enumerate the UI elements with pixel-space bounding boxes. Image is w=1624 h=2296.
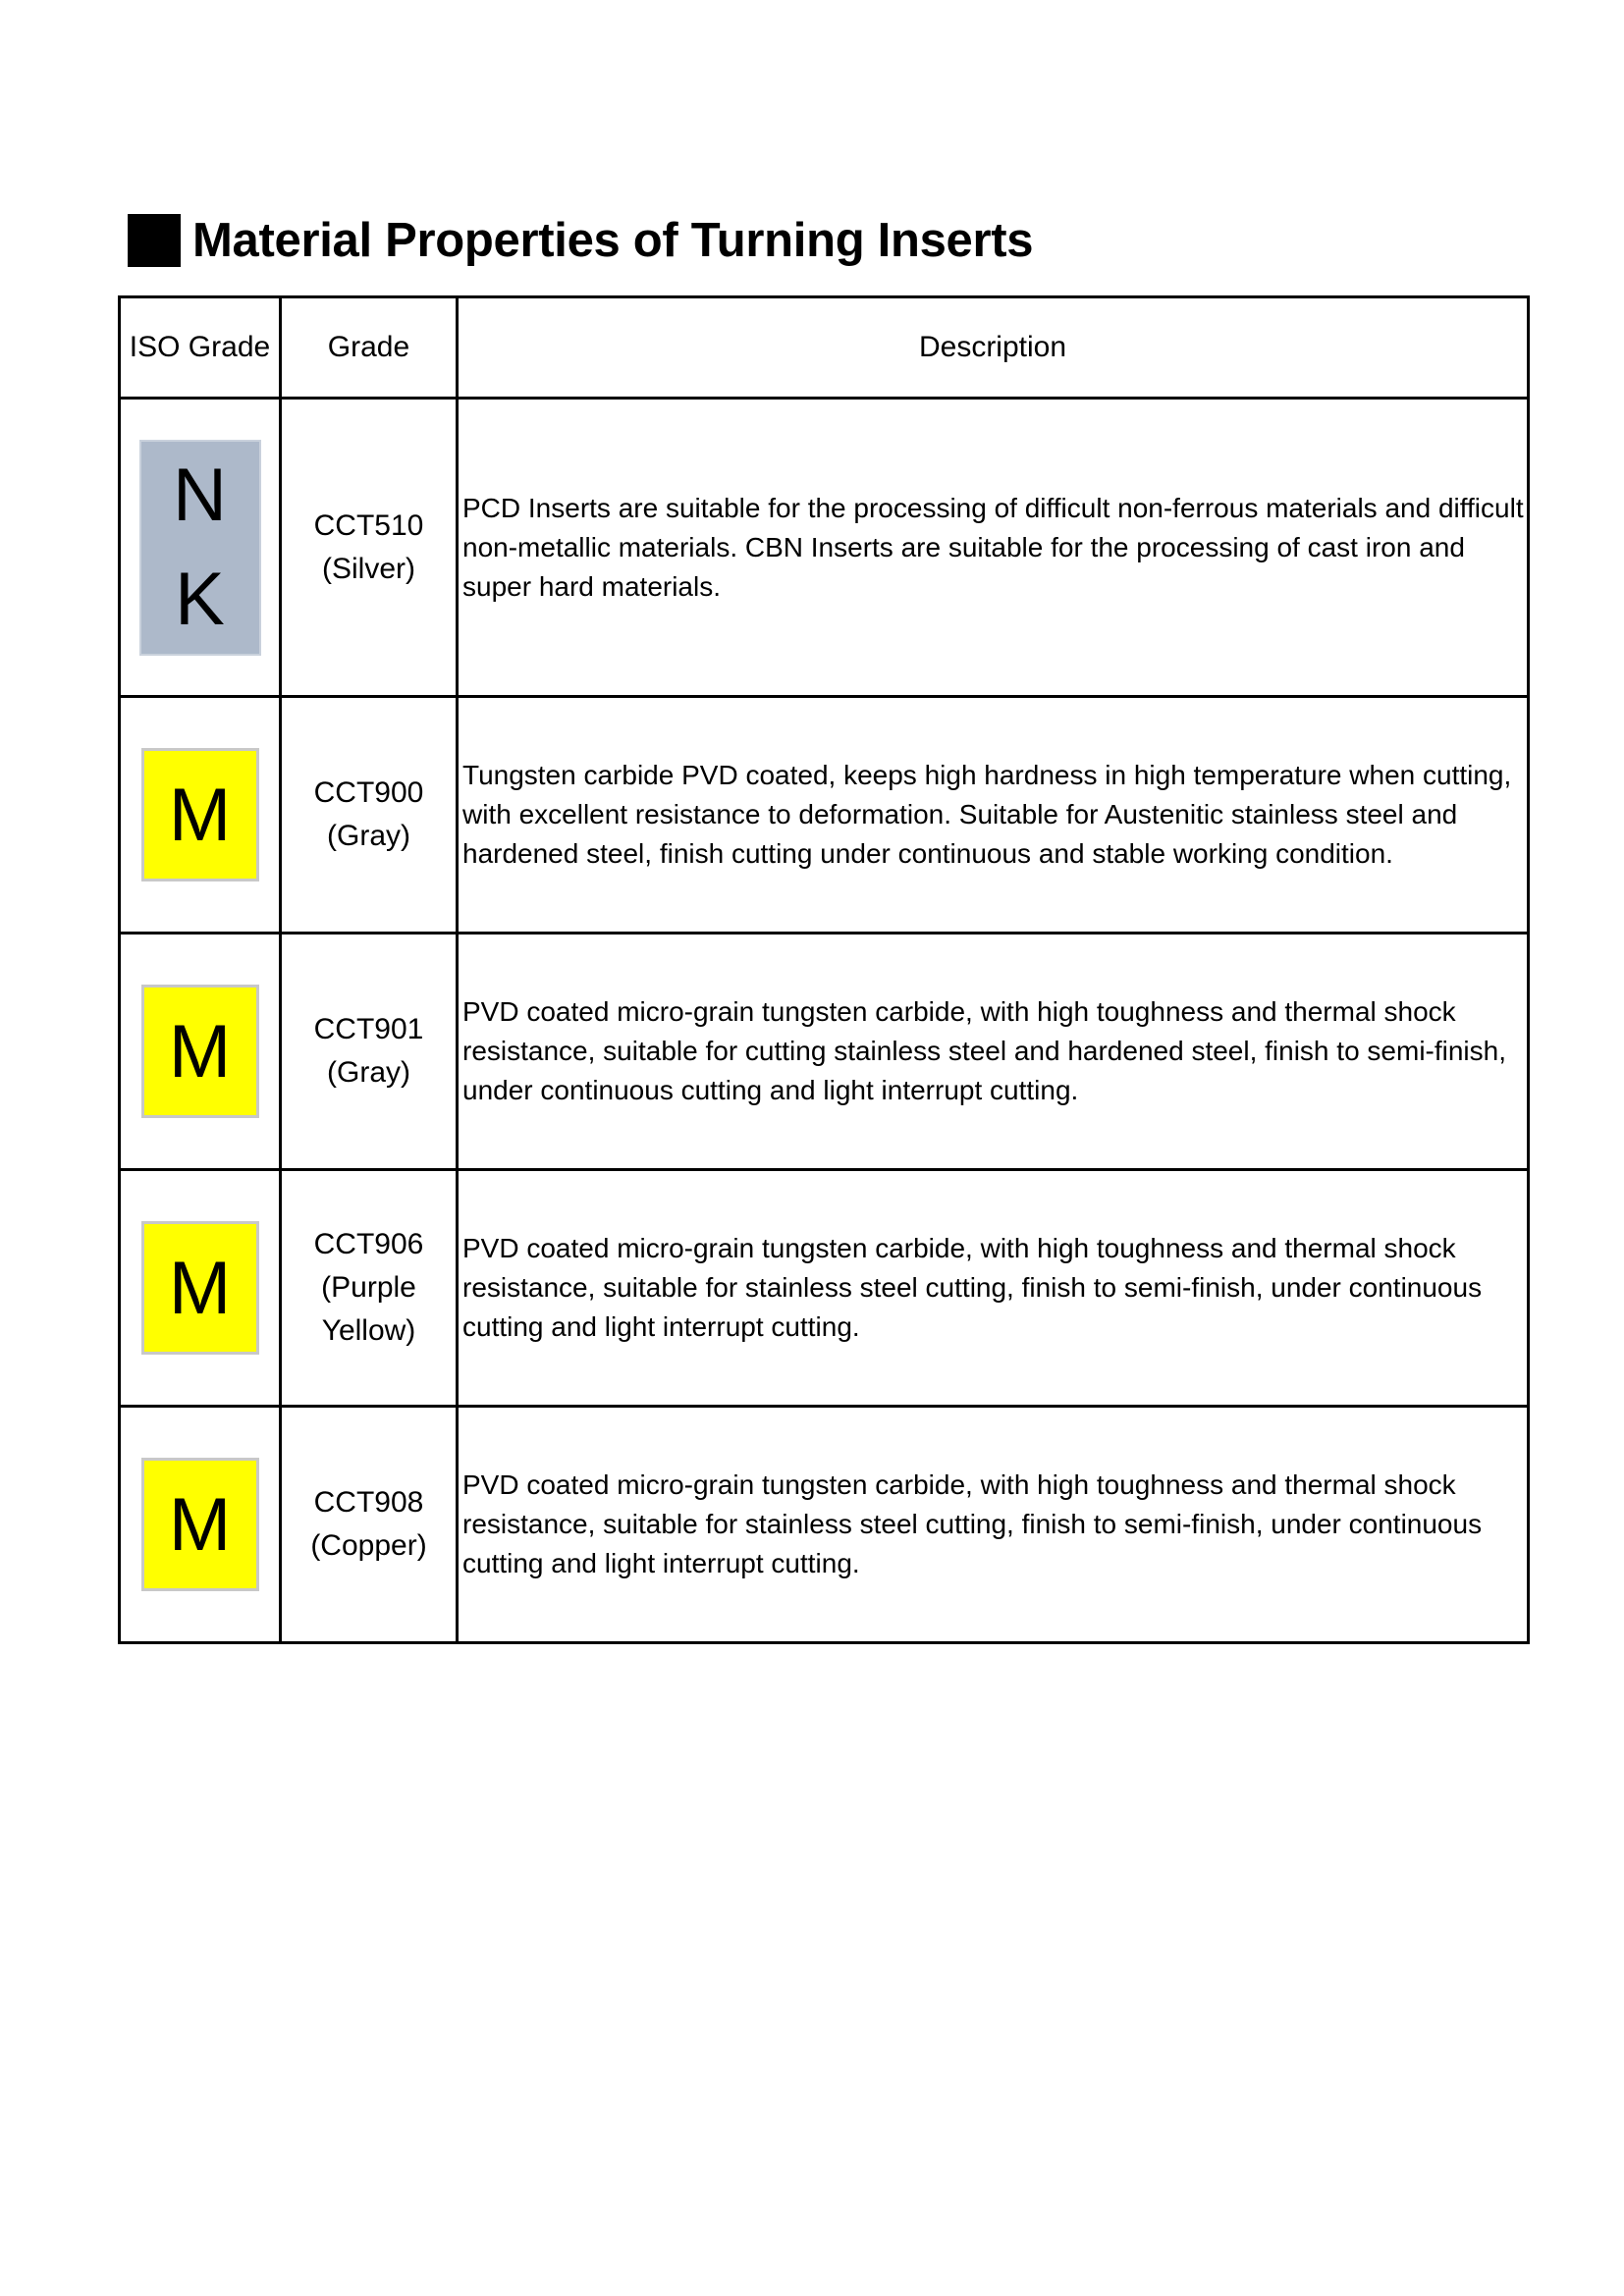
iso-grade-cell	[120, 399, 281, 697]
table-row	[120, 934, 1529, 1170]
grade-code: CCT901	[313, 1013, 424, 1045]
grade-cell	[281, 934, 458, 1170]
description-cell: PVD coated micro-grain tungsten carbide, with high toughness and thermal shock resistance, suitable for cutting stainless steel and hardened steel, finish to semi-finish, under continuous cutting and light interrupt cutting.	[458, 934, 1529, 1170]
header-iso-grade: ISO Grade	[120, 297, 281, 399]
iso-grade-cell	[120, 1407, 281, 1643]
table-row	[120, 1407, 1529, 1643]
table-row	[120, 1170, 1529, 1407]
header-description: Description	[458, 297, 1529, 399]
iso-badge-m: M	[141, 1221, 259, 1355]
grade-code: CCT906	[313, 1228, 424, 1260]
grade-cell	[281, 697, 458, 934]
iso-letter: K	[175, 557, 225, 641]
table-header-row	[120, 297, 1529, 399]
iso-badge-m: M	[141, 748, 259, 881]
header-grade: Grade	[281, 297, 458, 399]
grade-cell	[281, 1170, 458, 1407]
grade-code: CCT908	[313, 1486, 424, 1519]
grade-color: (Silver)	[322, 552, 415, 585]
table-row	[120, 399, 1529, 697]
iso-badge-m: M	[141, 1458, 259, 1591]
grade-color: Yellow)	[321, 1314, 416, 1347]
material-properties-table	[118, 295, 1530, 1644]
description-cell: PVD coated micro-grain tungsten carbide, with high toughness and thermal shock resistance, suitable for stainless steel cutting, finish to semi-finish, under continuous cutting and light interrupt cutting.	[458, 1170, 1529, 1407]
iso-badge-nk	[139, 440, 261, 656]
grade-code: CCT510	[313, 508, 424, 542]
iso-grade-cell	[120, 934, 281, 1170]
iso-grade-cell	[120, 697, 281, 934]
description-cell: PVD coated micro-grain tungsten carbide, with high toughness and thermal shock resistance, suitable for stainless steel cutting, finish to semi-finish, under continuous cutting and light interrupt cutting.	[458, 1407, 1529, 1643]
grade-cell	[281, 1407, 458, 1643]
page-heading	[128, 211, 1033, 270]
table-row	[120, 697, 1529, 934]
grade-color: (Copper)	[310, 1529, 427, 1562]
iso-badge-m: M	[141, 985, 259, 1118]
grade-code: CCT900	[313, 776, 424, 809]
grade-color: (Gray)	[327, 1056, 410, 1089]
description-cell: Tungsten carbide PVD coated, keeps high hardness in high temperature when cutting, with excellent resistance to deformation. Suitable for Austenitic stainless steel and hardened steel, finish cutting under continuous and stable working condition.	[458, 697, 1529, 934]
grade-cell	[281, 399, 458, 697]
heading-square-bullet	[128, 214, 181, 267]
grade-color: (Gray)	[327, 820, 410, 852]
iso-letter: N	[173, 453, 227, 537]
iso-grade-cell	[120, 1170, 281, 1407]
grade-color: (Purple	[321, 1271, 416, 1304]
page-title: Material Properties of Turning Inserts	[192, 214, 1034, 267]
description-cell: PCD Inserts are suitable for the processing of difficult non-ferrous materials and difficult non-metallic materials. CBN Inserts are suitable for the processing of cast iron and super hard materials.	[458, 399, 1529, 697]
